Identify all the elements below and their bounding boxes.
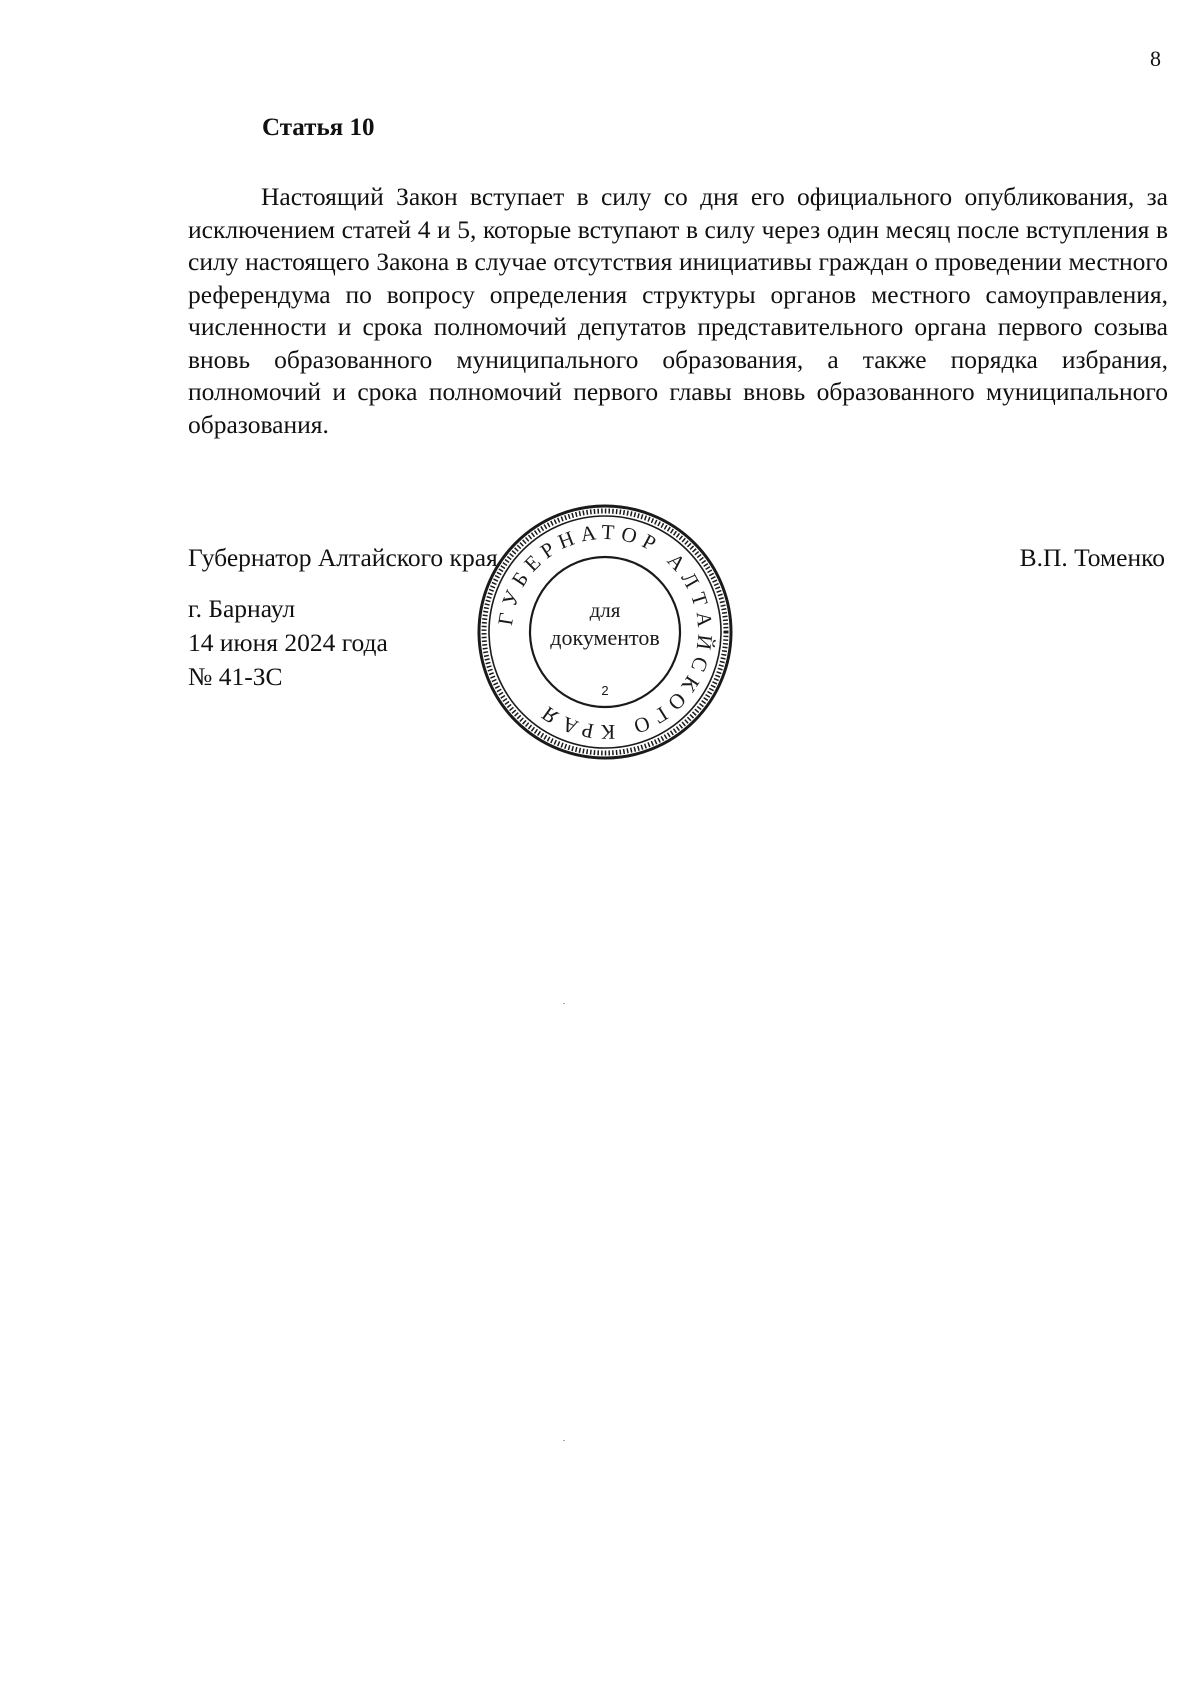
issuance-date: 14 июня 2024 года xyxy=(188,628,388,657)
article-heading: Статья 10 xyxy=(262,114,375,141)
seal-graphic xyxy=(474,501,736,763)
page-number: 8 xyxy=(1150,46,1161,71)
seal-bottom-number: 2 xyxy=(601,683,609,698)
scan-speck xyxy=(563,1440,565,1441)
scan-speck xyxy=(563,1003,565,1004)
seal-center-line-2: документов xyxy=(550,625,660,650)
issuance-number: № 41-ЗС xyxy=(188,662,283,691)
signer-name: В.П. Томенко xyxy=(1019,543,1165,572)
seal-outer-text: ГУБЕРНАТОР АЛТАЙСКОГО КРАЯ xyxy=(492,519,718,745)
article-body: Настоящий Закон вступает в силу со дня его официального опубликования, за исключением статей 4 и 5, которые вступают в силу через один месяц после вступления в силу настоящего Закона в случае отсутствия инициативы граждан о проведении местного референдума по вопросу определения структуры органов местного самоуправления, численности и срока полномочий депутатов представительного органа первого созыва вновь образованного муниципального образования, а также порядка избрания, полномочий и срока полномочий первого главы вновь образованного муниципального образования. xyxy=(188,182,1168,439)
issuance-block xyxy=(188,592,388,694)
official-seal xyxy=(474,501,736,763)
seal-center-line-1: для xyxy=(589,598,621,622)
signer-title: Губернатор Алтайского края xyxy=(188,543,498,572)
issuance-place: г. Барнаул xyxy=(188,594,296,623)
